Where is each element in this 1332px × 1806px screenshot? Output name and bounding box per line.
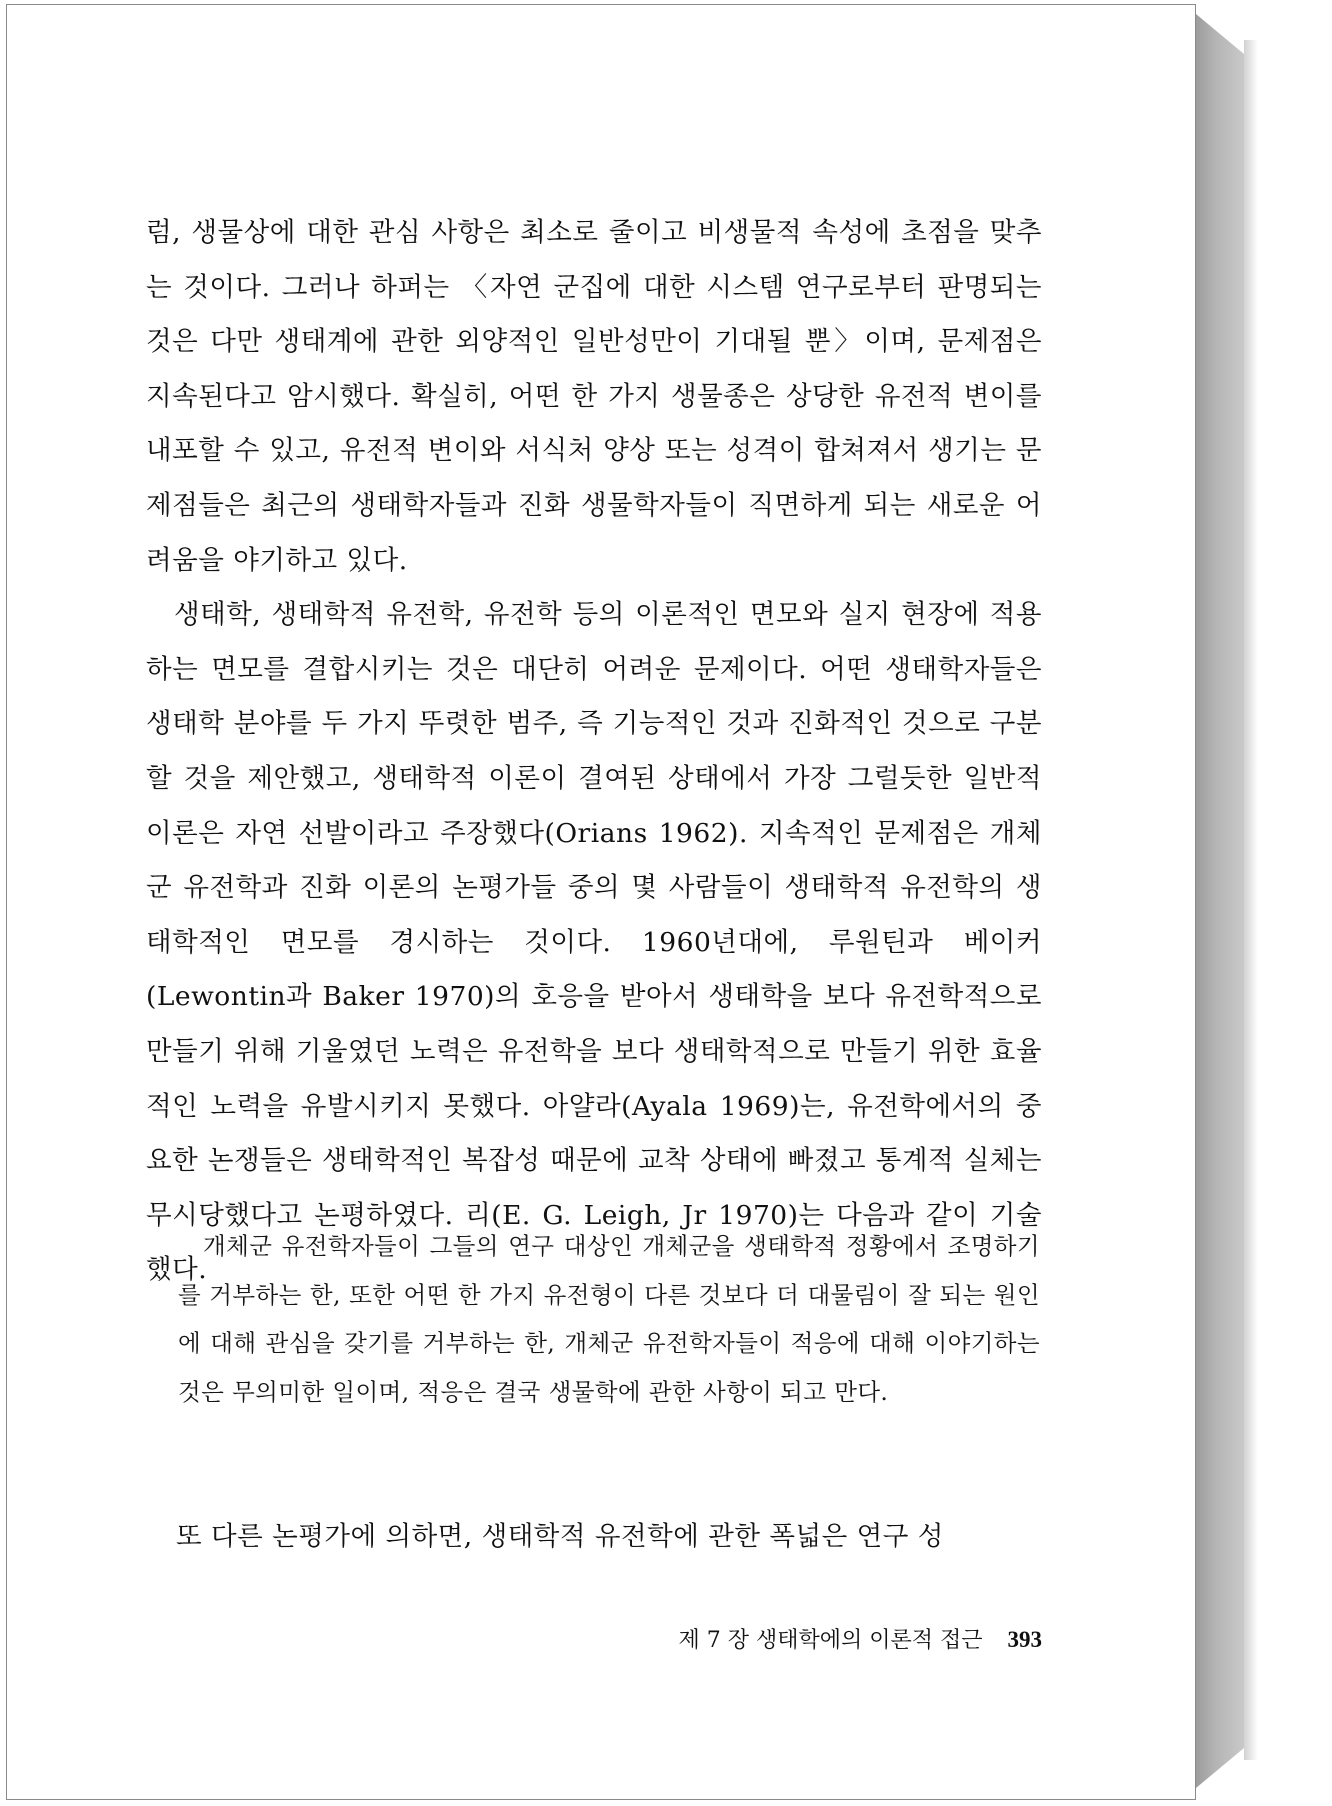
running-footer-chapter: 제 7 장 생태학에의 이론적 접근 (678, 1628, 983, 1653)
body-text (146, 206, 1042, 1298)
block-quote (178, 1222, 1040, 1416)
page-edge (1196, 14, 1244, 1788)
quote-text: 개체군 유전학자들이 그들의 연구 대상인 개체군을 생태학적 정황에서 조명하기를 거부하는 한, 또한 어떤 한 가지 유전형이 다른 것보다 더 대물림이 잘 되는 원인에 대해 관심을 갖기를 거부하는 한, 개체군 유전학자들이 적응에 대해 이야기하는 것은 무의미한 일이며, 적응은 결국 생물학에 관한 사항이 되고 만다. (178, 1232, 1040, 1406)
paragraph: 생태학, 생태학적 유전학, 유전학 등의 이론적인 면모와 실지 현장에 적용하는 면모를 결합시키는 것은 대단히 어려운 문제이다. 어떤 생태학자들은 생태학 분야를 두 가지 뚜렷한 범주, 즉 기능적인 것과 진화적인 것으로 구분할 것을 제안했고, 생태학적 이론이 결여된 상태에서 가장 그럴듯한 일반적 이론은 자연 선발이라고 주장했다(Orians 1962). 지속적인 문제점은 개체군 유전학과 진화 이론의 논평가들 중의 몇 사람들이 생태학적 유전학의 생태학적인 면모를 경시하는 것이다. 1960년대에, 루원틴과 베이커(Lewontin과 Baker 1970)의 호응을 받아서 생태학을 보다 유전학적으로 만들기 위해 기울였던 노력은 유전학을 보다 생태학적으로 만들기 위한 효율적인 노력을 유발시키지 못했다. 아얄라(Ayala 1969)는, 유전학에서의 중요한 논쟁들은 생태학적인 복잡성 때문에 교착 상태에 빠졌고 통계적 실체는 무시당했다고 논평하였다. 리(E. G. Leigh, Jr 1970)는 다음과 같이 기술했다. (146, 599, 1042, 1286)
page-footer (679, 1622, 1043, 1659)
page-shadow (1244, 40, 1258, 1760)
continued-text (176, 1510, 1042, 1565)
paragraph: 또 다른 논평가에 의하면, 생태학적 유전학에 관한 폭넓은 연구 성 (176, 1521, 944, 1552)
page-number: 393 (1007, 1627, 1042, 1652)
paragraph: 럼, 생물상에 대한 관심 사항은 최소로 줄이고 비생물적 속성에 초점을 맞추는 것이다. 그러나 하퍼는 〈자연 군집에 대한 시스템 연구로부터 판명되는 것은 다만 생태계에 관한 외양적인 일반성만이 기대될 뿐〉이며, 문제점은 지속된다고 암시했다. 확실히, 어떤 한 가지 생물종은 상당한 유전적 변이를 내포할 수 있고, 유전적 변이와 서식처 양상 또는 성격이 합쳐져서 생기는 문제점들은 최근의 생태학자들과 진화 생물학자들이 직면하게 되는 새로운 어려움을 야기하고 있다. (146, 217, 1042, 576)
